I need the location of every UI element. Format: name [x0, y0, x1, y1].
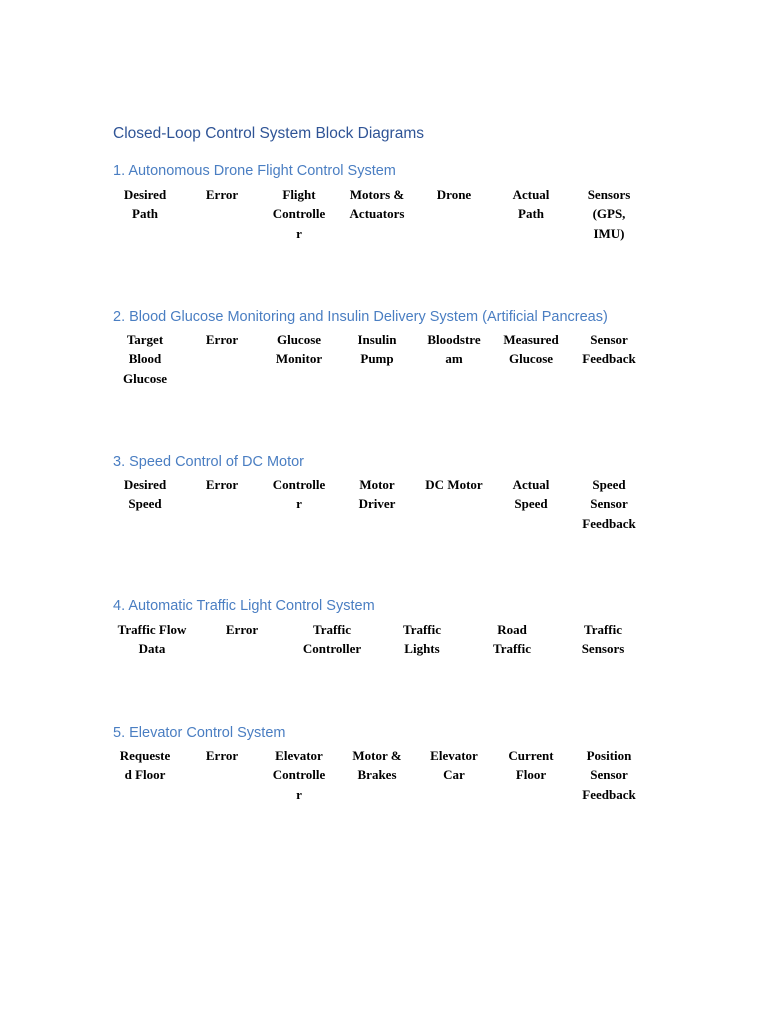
block-label-line: Data [138, 641, 166, 657]
block-label-line: Traffic Flow [117, 622, 187, 637]
block-label [108, 620, 196, 659]
section-heading: 4. Automatic Traffic Light Control System [113, 598, 375, 614]
block-label-line: Desired [123, 187, 167, 202]
block-label-line: Road [497, 622, 527, 637]
block-label-line: Brakes [357, 767, 397, 783]
block-label-line: Elevator [275, 748, 323, 763]
block-label [107, 185, 183, 224]
block-label-line: Motors & [349, 187, 405, 202]
block-label-line: Blood [128, 351, 162, 367]
block-label [261, 185, 337, 243]
document-title: Closed-Loop Control System Block Diagrams [113, 125, 424, 142]
block-label-line: Insulin [357, 332, 397, 347]
block-label-line: Car [443, 767, 465, 783]
block-label-line: Driver [358, 496, 396, 512]
block-label [571, 185, 647, 243]
block-label-line: Controlle [272, 477, 326, 492]
block-label-line: Speed [592, 477, 626, 492]
block-label [261, 746, 337, 804]
block-label-line: d Floor [124, 767, 166, 783]
block-label-line: Sensor [590, 767, 628, 783]
block-label-line: Feedback [582, 786, 636, 802]
block-label-line: r [296, 786, 302, 802]
block-label-line: Controller [302, 641, 362, 657]
section-heading: 1. Autonomous Drone Flight Control System [113, 163, 396, 179]
block-label [107, 746, 183, 785]
block-label [184, 475, 260, 494]
block-label-line: Error [205, 477, 239, 492]
block-label [571, 330, 647, 369]
block-label-line: Path [518, 206, 544, 222]
block-label-line: Glucose [122, 370, 168, 386]
block-label-line: Glucose [508, 351, 554, 367]
block-label-line: Actual [512, 187, 550, 202]
block-diagram-row [0, 620, 768, 690]
block-diagram-row [0, 746, 768, 816]
block-label-line: Glucose [276, 332, 322, 347]
block-label [261, 330, 337, 369]
block-label-line: Traffic [583, 622, 623, 637]
block-label-line: Error [205, 332, 239, 347]
block-label-line: Motor [359, 477, 395, 492]
block-label-line: Requeste [119, 748, 171, 763]
block-label-line: Drone [436, 187, 472, 202]
block-label-line: Error [225, 622, 259, 637]
block-label [261, 475, 337, 514]
block-label [416, 330, 492, 369]
block-label-line: Path [132, 206, 158, 222]
block-label-line: Desired [123, 477, 167, 492]
block-diagram-row [0, 475, 768, 545]
block-label [493, 475, 569, 514]
block-label [493, 185, 569, 224]
block-label-line: Sensor [590, 496, 628, 512]
block-label [107, 330, 183, 388]
block-label-line: Measured [503, 332, 559, 347]
block-label-line: Current [508, 748, 554, 763]
block-label-line: r [296, 496, 302, 512]
block-label [559, 620, 647, 659]
block-label-line: r [296, 225, 302, 241]
block-label [184, 185, 260, 204]
block-label-line: Actual [512, 477, 550, 492]
block-label [493, 330, 569, 369]
block-label-line: am [445, 351, 463, 367]
block-label [198, 620, 286, 639]
block-label [416, 746, 492, 785]
block-label-line: DC Motor [425, 477, 483, 492]
block-label [468, 620, 556, 659]
block-diagram-row [0, 330, 768, 400]
block-label-line: Speed [514, 496, 548, 512]
block-label [288, 620, 376, 659]
block-label-line: Floor [515, 767, 547, 783]
block-label-line: Feedback [582, 515, 636, 531]
block-label-line: Motor & [352, 748, 402, 763]
block-label-line: Traffic [492, 641, 532, 657]
block-label-line: Feedback [582, 351, 636, 367]
block-label-line: Elevator [430, 748, 478, 763]
block-label-line: Error [205, 187, 239, 202]
section-heading: 2. Blood Glucose Monitoring and Insulin Delivery System (Artificial Pancreas) [113, 309, 608, 325]
block-label-line: Controlle [272, 206, 326, 222]
block-label-line: Traffic [312, 622, 352, 637]
block-label [493, 746, 569, 785]
block-label-line: Bloodstre [427, 332, 481, 347]
block-label-line: Sensor [590, 332, 628, 347]
block-label [184, 330, 260, 349]
block-label [339, 475, 415, 514]
block-label [107, 475, 183, 514]
block-label-line: Sensors [581, 641, 625, 657]
block-label [339, 185, 415, 224]
block-label [339, 330, 415, 369]
block-label-line: Flight [282, 187, 316, 202]
block-label-line: Position [586, 748, 632, 763]
block-label [416, 475, 492, 494]
block-label-line: Target [126, 332, 164, 347]
block-diagram-row [0, 185, 768, 255]
block-label-line: Traffic [402, 622, 442, 637]
block-label-line: Pump [360, 351, 394, 367]
block-label [571, 746, 647, 804]
block-label [184, 746, 260, 765]
block-label-line: Sensors [587, 187, 631, 202]
block-label-line: IMU) [593, 225, 625, 241]
block-label-line: Speed [128, 496, 162, 512]
block-label-line: Monitor [275, 351, 323, 367]
block-label-line: Actuators [349, 206, 405, 222]
block-label-line: Controlle [272, 767, 326, 783]
block-label [571, 475, 647, 533]
block-label-line: Lights [404, 641, 440, 657]
section-heading: 3. Speed Control of DC Motor [113, 454, 305, 470]
block-label-line: Error [205, 748, 239, 763]
block-label [339, 746, 415, 785]
block-label [416, 185, 492, 204]
block-label-line: (GPS, [592, 206, 626, 222]
block-label [378, 620, 466, 659]
section-heading: 5. Elevator Control System [113, 725, 286, 741]
